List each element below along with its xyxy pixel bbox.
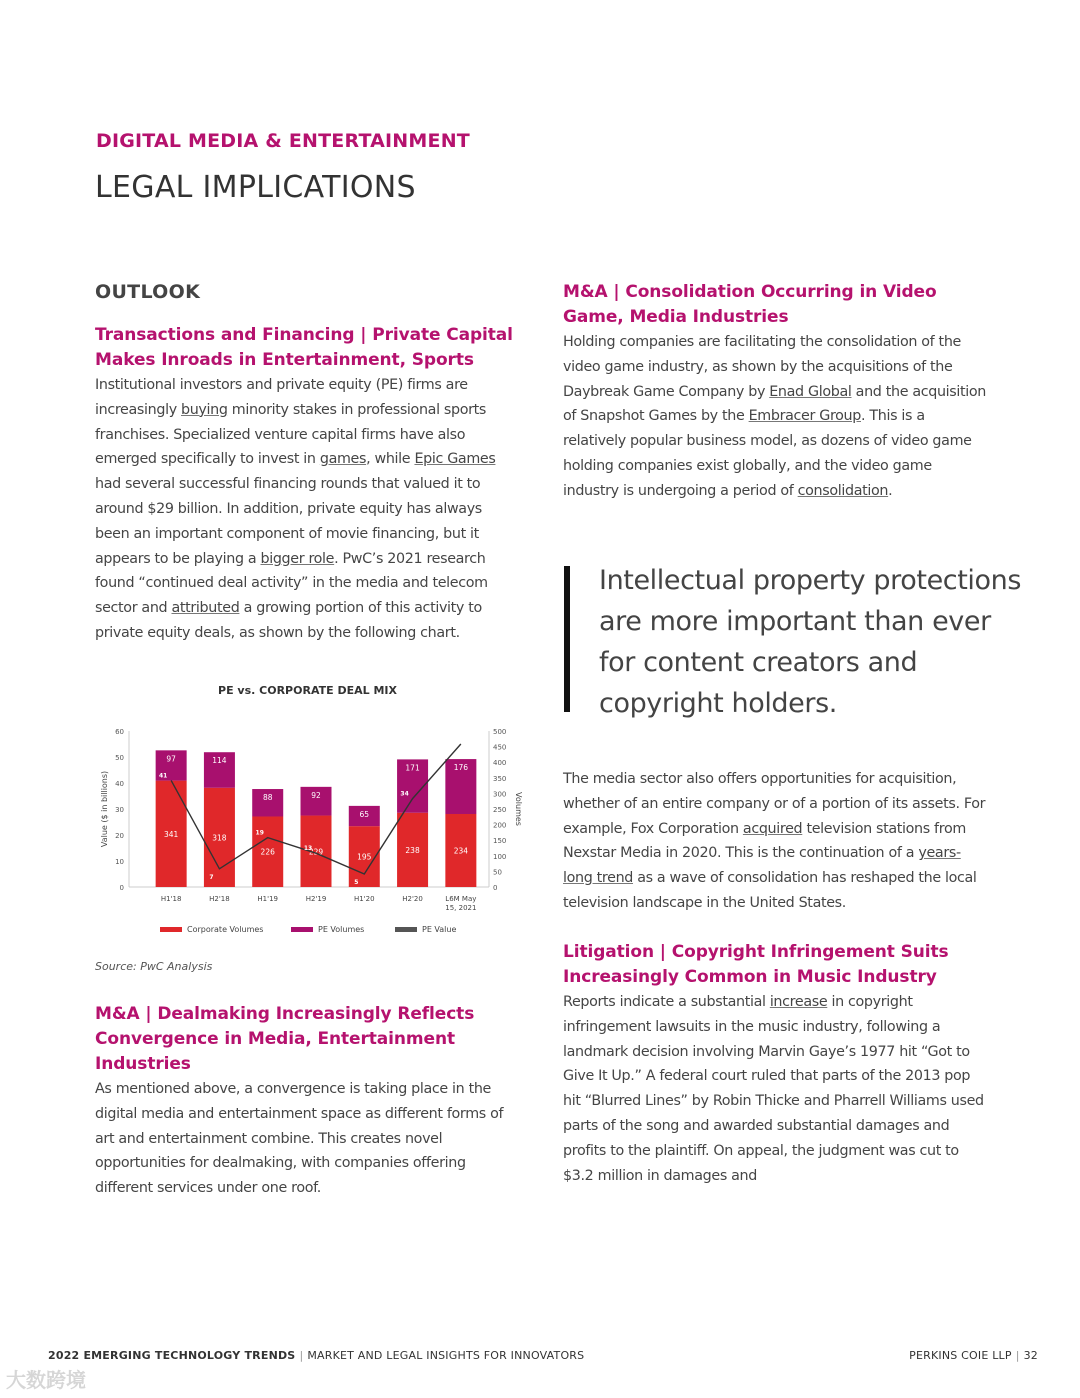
y-tick-label: 10 — [115, 858, 124, 866]
inline-link[interactable]: games — [319, 451, 367, 468]
bar-label-pe: 114 — [212, 756, 227, 766]
article-body — [95, 373, 520, 646]
section-kicker: DIGITAL MEDIA & ENTERTAINMENT — [96, 130, 470, 152]
deal-mix-chart — [95, 718, 535, 943]
y2-tick-label: 0 — [493, 884, 498, 892]
line-value-label: 55 — [460, 736, 470, 743]
chart-source: Source: PwC Analysis — [95, 960, 213, 973]
text-run: . This is a relatively popular business model, as dozens of video game holding companies exist globally, and the video game industry is undergoing a period of — [563, 408, 972, 499]
legend-label: Corporate Volumes — [187, 925, 264, 934]
line-value-label: 5 — [354, 879, 359, 886]
line-value-label: 41 — [158, 772, 168, 780]
y2-tick-label: 250 — [493, 806, 507, 814]
inline-link[interactable]: consolidation — [797, 482, 889, 499]
acquisition-paragraph — [563, 767, 988, 916]
legend-swatch — [160, 927, 182, 932]
watermark: 大数跨境 — [6, 1368, 86, 1392]
article-title: M&A | Dealmaking Increasingly Reflects Convergence in Media, Entertainment Industries — [95, 1004, 475, 1074]
y2-tick-label: 300 — [493, 790, 507, 799]
bar-label-pe: 88 — [262, 793, 273, 803]
bar-label-corporate: 229 — [308, 847, 324, 857]
bar-label-corporate: 238 — [405, 845, 420, 855]
article-title: Transactions and Financing | Private Capital Makes Inroads in Entertainment, Sports — [95, 325, 513, 370]
line-value-label: 7 — [209, 873, 214, 881]
y2-tick-label: 100 — [493, 852, 507, 861]
y2-tick-label: 400 — [493, 759, 507, 768]
pull-quote: Intellectual property protections are more important than ever for content creators and copyright holders. — [599, 565, 1022, 719]
bar-label-pe: 176 — [453, 763, 469, 773]
text-run: . — [888, 482, 893, 499]
line-value-label: 13 — [303, 845, 313, 853]
text-run: had several successful financing rounds that valued it to around $29 billion. In addition, private equity has always been an important component of movie financing, but it appears to be playing a — [95, 476, 482, 567]
x-tick-label: H2'18 — [209, 895, 230, 903]
y-tick-label: 20 — [115, 832, 124, 840]
bar-label-corporate: 341 — [163, 829, 179, 839]
pull-quote-bar — [564, 566, 570, 712]
bar-label-pe: 97 — [166, 754, 176, 764]
text-run: The media sector also offers opportunities for acquisition, whether of an entire company or of a portion of its assets. For example, Fox Corporation — [563, 771, 986, 837]
text-run: As mentioned above, a convergence is taking place in the digital media and entertainment space as different forms of art and entertainment combine. This creates novel opportunities for dealmaking, with companies offering different services under one roof. — [95, 1081, 504, 1197]
article-body — [563, 330, 988, 504]
line-value-label: 19 — [255, 829, 264, 837]
legend-label: PE Value — [422, 925, 457, 934]
page-title: LEGAL IMPLICATIONS — [95, 170, 416, 205]
text-run: and the acquisition of Snapshot Games by the — [563, 383, 987, 425]
article-title: Litigation | Copyright Infringement Suits Increasingly Common in Music Industry — [563, 942, 949, 987]
footer-separator: | — [1015, 1349, 1020, 1362]
article-litigation — [563, 940, 988, 1188]
bar-label-corporate: 234 — [453, 846, 469, 856]
article-title: M&A | Consolidation Occurring in Video Game, Media Industries — [563, 282, 937, 327]
y-tick-label: 50 — [115, 754, 124, 762]
y2-axis-label: Volumes — [514, 792, 523, 826]
bar-label-corporate: 195 — [357, 852, 372, 862]
x-tick-label: H1'19 — [257, 895, 278, 903]
chart-title: PE vs. CORPORATE DEAL MIX — [218, 684, 397, 697]
footer-firm: PERKINS COIE LLP — [909, 1349, 1012, 1362]
text-run: as a wave of consolidation has reshaped the local television landscape in the United States. — [563, 870, 977, 911]
y-tick-label: 40 — [115, 780, 124, 788]
y-tick-label: 30 — [115, 806, 124, 814]
bar-label-pe: 171 — [405, 763, 420, 773]
article-body — [95, 1077, 520, 1201]
bar-label-pe: 65 — [359, 809, 370, 819]
paragraph-body — [563, 767, 988, 916]
inline-link[interactable]: Epic Games — [414, 451, 496, 468]
legend-swatch — [395, 927, 417, 932]
text-run: . PwC’s 2021 research found “continued deal activity” in the media and telecom sector and — [95, 550, 488, 617]
footer-separator: | — [299, 1349, 304, 1362]
bar-label-corporate: 318 — [212, 833, 227, 843]
text-run: Institutional investors and private equity (PE) firms are increasingly — [95, 377, 468, 418]
inline-link[interactable]: attributed — [171, 600, 240, 617]
y2-tick-label: 450 — [493, 743, 507, 752]
y2-tick-label: 200 — [493, 821, 507, 830]
line-value-label: 34 — [400, 790, 409, 798]
x-tick-label: 15, 2021 — [445, 904, 477, 912]
outlook-label: OUTLOOK — [95, 281, 201, 303]
inline-link[interactable]: years-long trend — [563, 845, 961, 887]
y2-tick-label: 350 — [493, 774, 507, 783]
outlook-label-wrap — [95, 281, 520, 303]
x-tick-label: L6M May — [445, 895, 477, 903]
y-tick-label: 0 — [119, 884, 124, 892]
article-consolidation — [563, 280, 988, 504]
x-tick-label: H1'18 — [160, 895, 182, 903]
y2-tick-label: 500 — [493, 728, 507, 736]
x-tick-label: H2'19 — [305, 895, 327, 903]
text-run: a growing portion of this activity to private equity deals, as shown by the following chart. — [95, 600, 482, 641]
footer-report-title: 2022 EMERGING TECHNOLOGY TRENDS — [48, 1349, 296, 1362]
legend-label: PE Volumes — [318, 925, 365, 934]
text-run: in copyright infringement lawsuits in the music industry, following a landmark decision involving Marvin Gaye’s 1977 hit “Got to Give It Up.” A federal court ruled that parts of the 2013 pop hit “Blurred Lines” by Robin Thicke and Pharrell Williams used parts of the song and awarded substantial damages and profits to the plaintiff. On appeal, the judgment was cut to $3.2 million in damages and — [563, 994, 984, 1184]
inline-link[interactable]: increase — [769, 994, 828, 1010]
text-run: , while — [366, 451, 415, 468]
inline-link[interactable]: bigger role — [260, 550, 335, 567]
footer-subtitle: MARKET AND LEGAL INSIGHTS FOR INNOVATORS — [307, 1349, 585, 1362]
bar-label-corporate: 226 — [260, 847, 275, 857]
article-transactions — [95, 323, 520, 646]
inline-link[interactable]: Enad Global — [769, 383, 852, 400]
bar-label-pe: 92 — [311, 790, 321, 800]
text-run: minority stakes in professional sports franchises. Specialized venture capital firms have also emerged specifically to invest in — [95, 401, 486, 468]
inline-link[interactable]: buying — [181, 401, 228, 418]
y2-tick-label: 50 — [493, 868, 502, 877]
page-number: 32 — [1023, 1349, 1038, 1362]
text-run: Holding companies are facilitating the consolidation of the video game industry, as shown by the acquisitions of the Daybreak Game Company by — [563, 334, 961, 400]
inline-link[interactable]: Embracer Group — [748, 408, 861, 425]
y-tick-label: 60 — [115, 728, 124, 736]
text-run: Reports indicate a substantial — [563, 994, 770, 1010]
article-body — [563, 990, 988, 1188]
x-tick-label: H1'20 — [354, 895, 375, 903]
y2-tick-label: 150 — [493, 837, 507, 846]
x-tick-label: H2'20 — [402, 895, 423, 903]
y-axis-label: Value ($ in billions) — [100, 770, 109, 848]
text-run: television stations from Nexstar Media in 2020. This is the continuation of a — [563, 820, 966, 862]
article-dealmaking — [95, 1002, 520, 1201]
inline-link[interactable]: acquired — [742, 820, 803, 837]
legend-swatch — [291, 927, 313, 932]
page-footer — [48, 1349, 1038, 1362]
